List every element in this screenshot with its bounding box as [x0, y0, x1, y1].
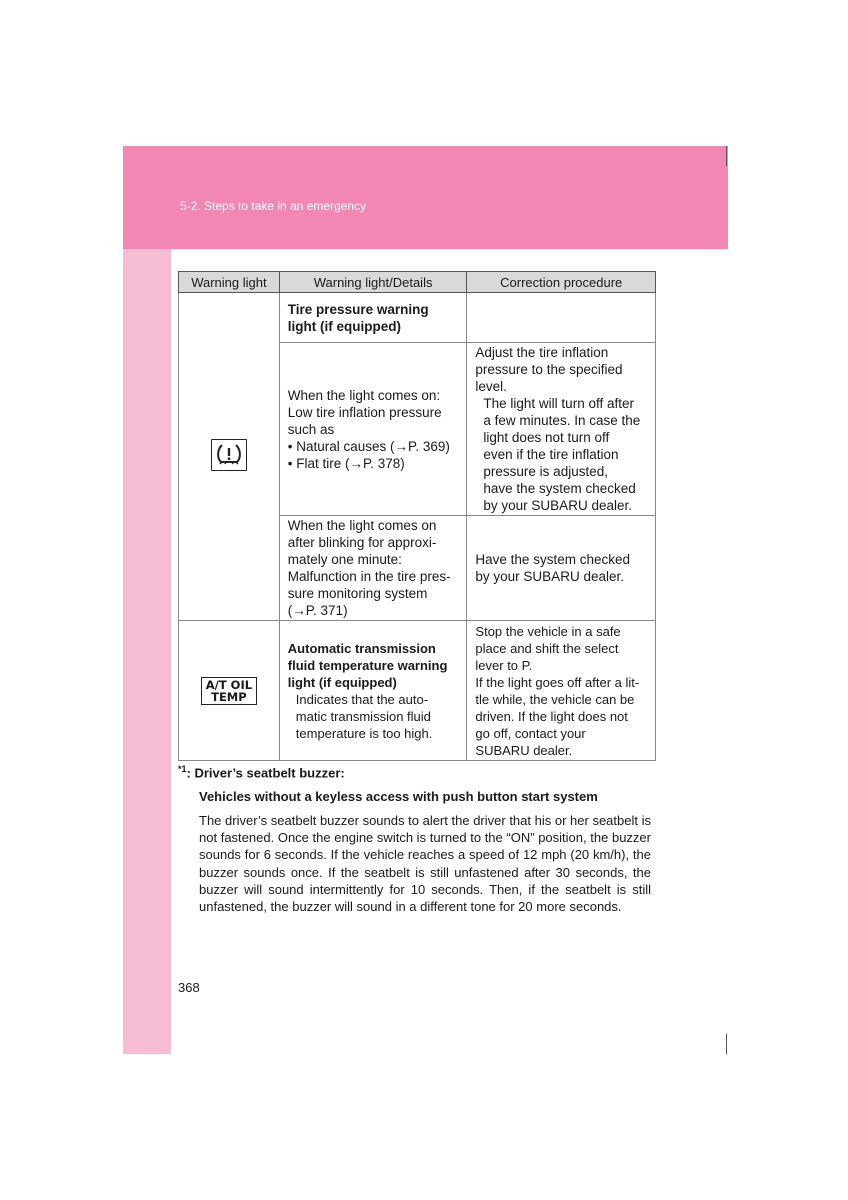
- section-title: 5-2. Steps to take in an emergency: [180, 199, 367, 213]
- detail-line: Low tire inflation pressure: [287, 404, 442, 420]
- footnote-subheading: Vehicles without a keyless access with push button start system: [199, 789, 598, 804]
- page-number: 368: [178, 980, 200, 995]
- detail-line: • Flat tire (→P. 378): [287, 455, 405, 471]
- correction-line: tle while, the vehicle can be: [475, 691, 635, 707]
- correction-line: lever to P.: [475, 657, 533, 673]
- correction-line: pressure to the specified: [475, 362, 623, 377]
- tire-pressure-malfunction-details: [279, 516, 467, 621]
- correction-line: place and shift the select: [475, 640, 619, 656]
- table-row: [179, 621, 656, 761]
- column-header-correction: Correction procedure: [467, 272, 656, 293]
- table-row: [179, 293, 656, 343]
- correction-line: If the light goes off after a lit-: [475, 674, 640, 690]
- correction-line: level.: [475, 379, 507, 394]
- atf-icon-cell: [179, 621, 280, 761]
- tire-pressure-title: Tire pressure warning light (if equipped): [279, 293, 467, 343]
- detail-line: • Natural causes (→P. 369): [287, 438, 450, 454]
- detail-line: When the light comes on:: [287, 387, 441, 403]
- warning-light-table: [178, 271, 656, 761]
- correction-line: Have the system checked: [475, 552, 630, 567]
- detail-line: Indicates that the auto-: [295, 691, 429, 707]
- tire-pressure-icon-cell: [179, 293, 280, 621]
- detail-line: sure monitoring system: [287, 586, 428, 601]
- atf-temperature-warning-icon: [201, 677, 257, 705]
- atf-icon-text-line2: TEMP: [211, 689, 247, 704]
- correction-note-line: The light will turn off after: [483, 396, 634, 411]
- atf-details: [279, 621, 467, 761]
- detail-line: Malfunction in the tire pres-: [287, 569, 451, 584]
- correction-line: SUBARU dealer.: [475, 742, 573, 758]
- column-header-details: Warning light/Details: [279, 272, 467, 293]
- correction-line: Stop the vehicle in a safe: [475, 623, 621, 639]
- side-band: [123, 249, 171, 1054]
- tire-pressure-details: [279, 343, 467, 516]
- atf-title-line: Automatic transmission: [287, 640, 436, 656]
- footnote-title: : Driver’s seatbelt buzzer:: [186, 765, 345, 781]
- tire-pressure-warning-icon: [211, 439, 247, 471]
- tire-pressure-correction: [467, 343, 656, 516]
- column-header-warning-light: Warning light: [179, 272, 280, 293]
- correction-line: by your SUBARU dealer.: [475, 569, 624, 584]
- correction-line: Adjust the tire inflation: [475, 345, 609, 360]
- detail-line: When the light comes on: [287, 518, 437, 533]
- correction-note-line: even if the tire inflation: [483, 447, 619, 462]
- crop-mark-bottom: [726, 1034, 727, 1054]
- correction-note-line: have the system checked: [483, 481, 636, 496]
- correction-line: go off, contact your: [475, 725, 586, 741]
- atf-title-line: light (if equipped): [287, 674, 397, 690]
- atf-correction: [467, 621, 656, 761]
- table-header-row: [179, 272, 656, 293]
- detail-line: (→P. 371): [287, 603, 348, 618]
- footnote-label: [178, 764, 345, 780]
- detail-line: matic transmission fluid: [295, 708, 431, 724]
- correction-line: driven. If the light does not: [475, 708, 628, 724]
- atf-title-line: fluid temperature warning: [287, 657, 448, 673]
- detail-line: after blinking for approxi-: [287, 535, 437, 550]
- atf-icon-text-line1: A/T OIL: [205, 677, 253, 692]
- correction-note-line: a few minutes. In case the: [483, 413, 641, 428]
- empty-cell: [467, 293, 656, 343]
- crop-mark-top: [726, 146, 727, 166]
- header-band: [123, 146, 728, 249]
- tire-pressure-malfunction-correction: [467, 516, 656, 621]
- correction-note-line: by your SUBARU dealer.: [483, 498, 632, 513]
- detail-line: such as: [287, 421, 335, 437]
- correction-note-line: pressure is adjusted,: [483, 464, 608, 479]
- correction-note-line: light does not turn off: [483, 430, 610, 445]
- detail-line: temperature is too high.: [295, 725, 433, 741]
- footnote-marker: *1: [178, 764, 187, 774]
- footnote-body: The driver’s seatbelt buzzer sounds to alert the driver that his or her seatbelt is not fastened. Once the engine switch is turned to the “ON” position, the buzzer sounds for 6 seconds. If the vehicle reaches a speed of 12 mph (20 km/h), the buzzer sounds once. If the seatbelt is still unfastened after 30 seconds, the buzzer will sound intermittently for 10 seconds. Then, if the seatbelt is still unfastened, the buzzer will sound in a different tone for 20 more seconds.: [199, 813, 651, 915]
- detail-line: mately one minute:: [287, 552, 402, 567]
